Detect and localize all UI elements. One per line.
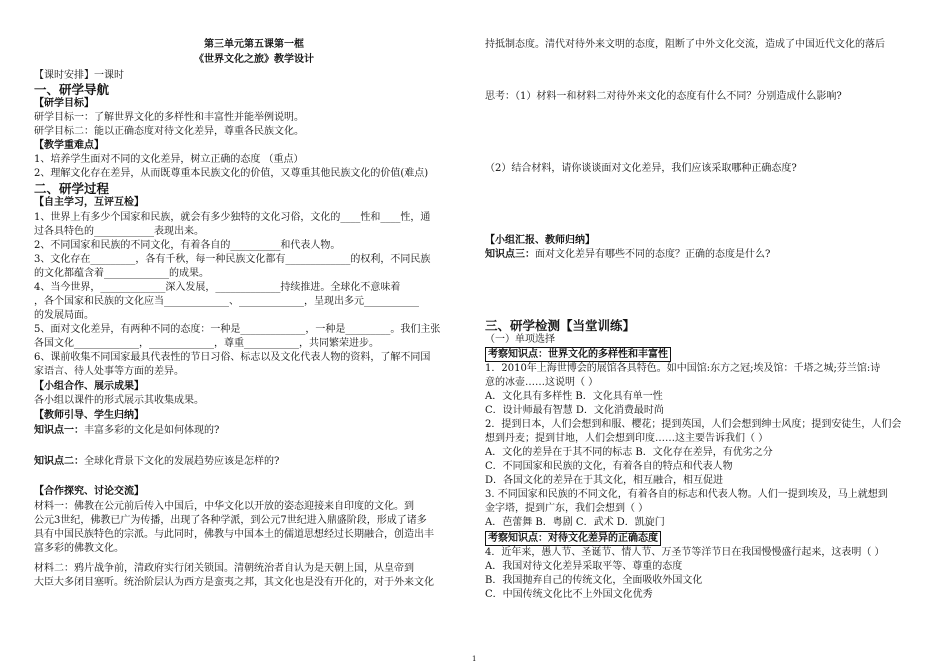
right-line: 想到丹麦；提到甘地，人们会想到印度……这主要告诉我们（ ） [485,433,769,444]
right-line: 意的冰壶……这说明（ ） [485,377,599,388]
left-line: 《世界文化之旅》教学设计 [194,54,314,65]
left-line: 2、不同国家和民族的不同文化，有着各自的__________和代表人物。 [34,240,341,251]
left-line: 富多彩的佛教文化。 [34,543,124,554]
left-line: 具有中国民族特色的宗派。与此同时，佛教与中国本土的儒道思想经过长期融合，创造出丰 [34,529,434,540]
left-line: 3、文化存在_________，各有千秋，每一种民族文化都有_____________的权利，不同民族 [34,254,431,265]
left-line: 大臣大多闭目塞听。统治阶层认为西方是蛮夷之邦，其文化也是没有开化的，对于外来文化 [34,577,434,588]
left-line: 第三单元第五课第一框 [204,39,304,50]
right-line: 考察知识点：对待文化差异的正确态度 [485,531,661,546]
left-line: 5、面对文化差异，有两种不同的态度：一种是_____________，一种是_________。我们主张 [34,324,441,335]
right-line: 3. 不同国家和民族的不同文化，有着各自的标志和代表人物。人们一提到埃及，马上就想到 [485,489,888,500]
right-line: 【小组汇报、教师归纳】 [485,235,595,246]
left-line: 研学目标二：能以正确态度对待文化差异，尊重各民族文化。 [34,126,304,137]
left-line: 【小组合作、展示成果】 [34,381,144,392]
left-line: 【教学重难点】 [34,140,104,151]
right-line: C．不同国家和民族的文化，有着各自的特点和代表人物 [485,461,733,472]
left-line: 【合作探究、讨论交流】 [34,486,144,497]
left-line: 【研学目标】 [34,98,94,109]
right-line: C．设计师最有智慧 D．文化消费最时尚 [485,405,664,416]
right-line: 1．2010年上海世博会的展馆各具特色。如中国馆:东方之冠;埃及馆：千塔之城;芬兰馆:诗 [485,363,881,374]
left-line: ，各个国家和民族的文化应当_____________、_____________，呈现出多元___________ [34,296,419,307]
right-line: 4．近年来，愚人节、圣诞节、情人节、万圣节等洋节日在我国慢慢盛行起来，这表明（ ） [485,547,885,558]
right-line: 2．提到日本，人们会想到和服、樱花；提到英国，人们会想到绅士风度；提到安徒生，人们会 [485,419,902,430]
left-line: 1、培养学生面对不同的文化差异，树立正确的态度 （重点） [34,154,304,165]
right-line: D．各国文化的差异在于其文化，相互融合，相互促进 [485,475,724,486]
right-line: 持抵制态度。清代对待外来文明的态度，阻断了中外文化交流，造成了中国近代文化的落后 [485,39,885,50]
left-line: 2、理解文化存在差异，从而既尊重本民族文化的价值，又尊重其他民族文化的价值(难点) [34,168,429,179]
left-line: 过各具特色的____________表现出来。 [34,226,204,237]
right-line: A．我国对待文化差异采取平等、尊重的态度 [485,561,683,572]
left-line: 4、当今世界，_____________深入发展，_____________持续推进。全球化不意味着 [34,282,401,293]
page-number: 1 [472,655,477,663]
left-line: 材料一：佛教在公元前后传入中国后，中华文化以开放的姿态迎接来自印度的文化。到 [34,501,414,512]
left-line: 6、课前收集不同国家最具代表性的节日习俗、标志以及文化代表人物的资料，了解不同国 [34,352,431,363]
right-line: 三、研学检测【当堂训练】 [485,318,636,333]
left-line: 家语言、待人处事等方面的差异。 [34,366,184,377]
right-line: 金字塔，提到广东，我们会想到（ ） [485,503,649,514]
left-line: 的发展局面。 [34,310,94,321]
right-line: 知识点三：面对文化差异有哪些不同的态度？正确的态度是什么? [485,249,771,260]
right-line: A．文化的差异在于其不同的标志 B．文化存在差异，有优劣之分 [485,447,773,458]
right-line: C．中国传统文化比不上外国文化优秀 [485,589,653,600]
left-line: 【课时安排】一课时 [34,70,124,81]
right-line: A．文化具有多样性 B．文化具有单一性 [485,391,663,402]
left-line: 知识点一：丰富多彩的文化是如何体现的? [34,425,220,436]
left-line: 的文化都蕴含着_____________的成果。 [34,268,209,279]
right-line: A．芭蕾舞 B．粤剧 C．武术 D．凯旋门 [485,517,665,528]
left-line: 二、研学过程 [34,181,110,196]
right-line: 思考：（1）材料一和材料二对待外来文化的态度有什么不同？分别造成什么影响? [485,91,842,102]
left-line: 材料二：鸦片战争前，清政府实行闭关锁国。清朝统治者自认为是天朝上国，从皇帝到 [34,563,414,574]
left-line: 公元3世纪，佛教已广为传播，出现了各种学派，到公元7世纪进入鼎盛阶段，形成了诸多 [34,515,427,526]
left-line: 【教师引导、学生归纳】 [34,410,144,421]
left-line: 1、世界上有多少个国家和民族，就会有多少独特的文化习俗，文化的____性和____性，通 [34,212,431,223]
left-line: 知识点二：全球化背景下文化的发展趋势应该是怎样的? [34,456,280,467]
left-line: 各国文化_____________，_____________，尊重___________，共同繁荣进步。 [34,338,379,349]
left-line: 一、研学导航 [34,82,110,97]
right-line: （一）单项选择 [485,334,555,345]
left-line: 【自主学习，互评互检】 [34,197,144,208]
right-line: 考察知识点：世界文化的多样性和丰富性 [485,347,671,362]
right-line: （2）结合材料，请你谈谈面对文化差异，我们应该采取哪种正确态度? [485,163,797,174]
left-line: 研学目标一：了解世界文化的多样性和丰富性并能举例说明。 [34,112,304,123]
right-line: B．我国抛弃自己的传统文化，全面吸收外国文化 [485,575,703,586]
left-line: 各小组以课件的形式展示其收集成果。 [34,395,204,406]
